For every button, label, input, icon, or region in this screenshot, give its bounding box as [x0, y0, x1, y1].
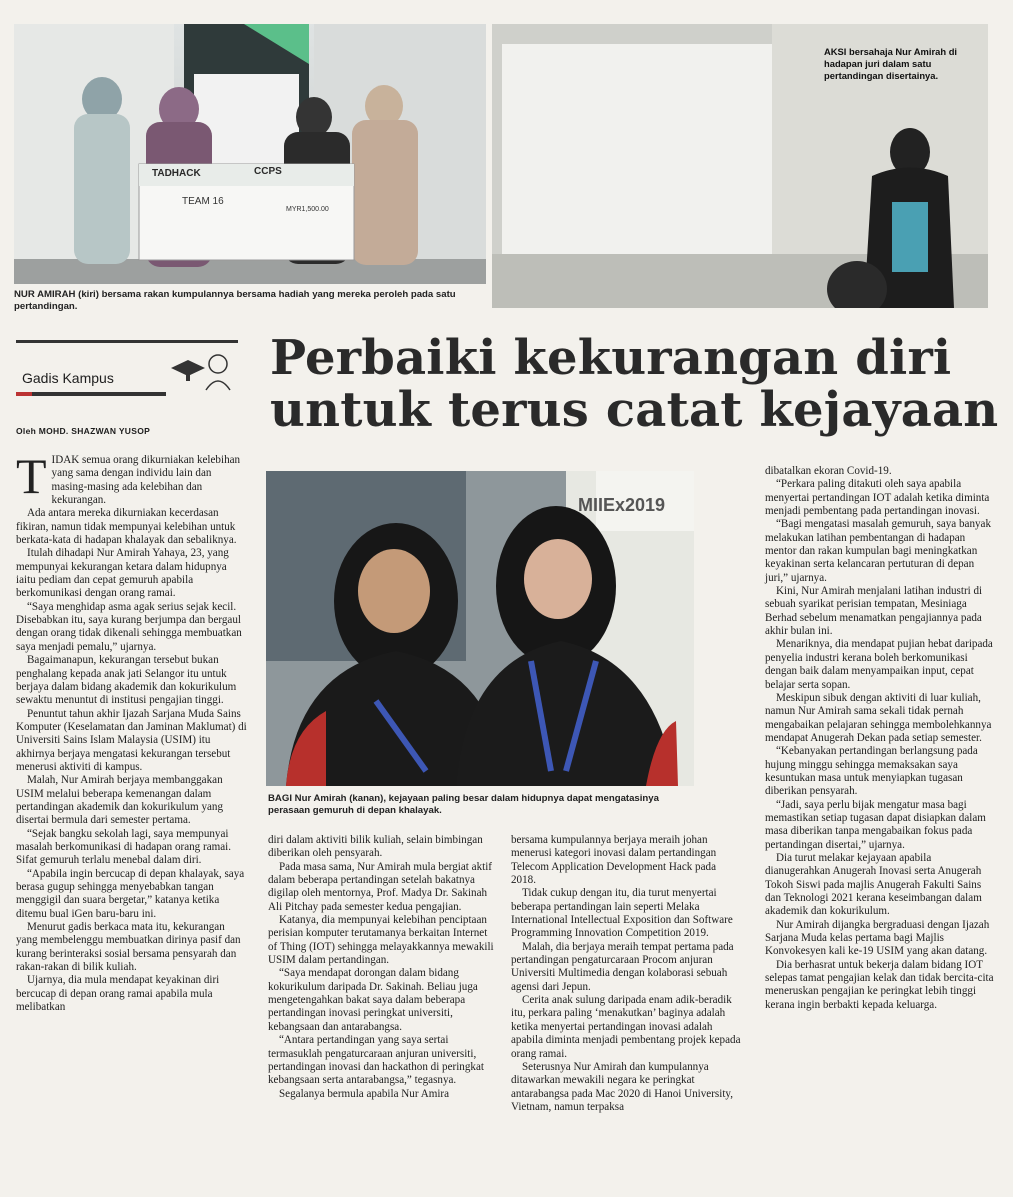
section-rubric — [16, 340, 238, 396]
paragraph: Bagaimanapun, kekurangan tersebut bukan penghalang kepada anak jati Selangor itu untuk berjaya dalam bidang akademik dan kokurikulum sewaktu menuntut di institusi pengajian tinggi. — [16, 654, 237, 707]
cheque-team: TEAM 16 — [182, 196, 224, 207]
article-column-2 — [268, 834, 494, 1101]
paragraph: Penuntut tahun akhir Ijazah Sarjana Muda Sains Komputer (Keselamatan dan Jaminan Maklumat) di Universiti Sains Islam Malaysia (USIM) itu akhirnya berjaya mengatasi kekurangan tersebut menerusi aktiviti di kampus. — [16, 707, 247, 773]
rubric-top-rule — [16, 340, 238, 343]
paragraph: Segalanya bermula apabila Nur Amira — [279, 1087, 450, 1100]
paragraph: Tidak cukup dengan itu, dia turut menyertai beberapa pertandingan lain seperti Melaka International Intellectual Exposition dan Software Programming Innovation Competition 2019. — [511, 887, 733, 940]
paragraph: “Jadi, saya perlu bijak mengatur masa bagi memastikan setiap tugasan dapat disiapkan dalam masa diberikan tanpa mengabaikan fokus pada pertandingan disertai,” ujarnya. — [765, 798, 986, 851]
paragraph: “Saya menghidap asma agak serius sejak kecil. Disebabkan itu, saya kurang berjumpa dan bergaul dengan orang tidak dikenali sehingga membuatkan saya menjadi pemalu,” ujarnya. — [16, 600, 242, 653]
photo-presentation — [492, 24, 988, 308]
paragraph: Cerita anak sulung daripada enam adik-beradik itu, perkara paling ‘menakutkan’ baginya adalah ketika menyertai pertandingan inovasi adalah apabila diminta menjadi pembentang projek kepada orang ramai. — [511, 994, 741, 1060]
paragraph: Menurut gadis berkaca mata itu, kekurangan yang membelenggu membuatkan dirinya pasif dan kurang berinteraksi sosial bersama pensyarah dan rakan-rakan di bilik kuliah. — [16, 921, 241, 974]
paragraph: “Perkara paling ditakuti oleh saya apabila menyertai pertandingan IOT adalah ketika diminta menjadi pembentang pada pertandingan inovasi. — [765, 478, 990, 518]
cheque-brand: TADHACK — [152, 168, 201, 179]
photo-two-women-caption: BAGI Nur Amirah (kanan), kejayaan paling besar dalam hidupnya dapat mengatasinya perasaan gemuruh di depan khalayak. — [268, 793, 659, 816]
paragraph: Dia turut melakar kejayaan apabila dianugerahkan Anugerah Inovasi serta Anugerah Tokoh Siswi pada majlis Anugerah Fakulti Sains dan Teknologi 2021 kerana keseimbangan dalam akademik dan kokurikulum. — [765, 851, 982, 918]
paragraph: Malah, dia berjaya meraih tempat pertama pada pertandingan pengaturcaraan Procom anjuran Universiti Multimedia dengan kolaborasi sebuah agensi dari Jepun. — [511, 940, 734, 993]
paragraph: Malah, Nur Amirah berjaya membanggakan USIM melalui beberapa kemenangan dalam pertandingan akademik dan kokurikulum yang disertai bermula dari semester pertama. — [16, 774, 224, 827]
photo-presentation-caption: AKSI bersahaja Nur Amirah di hadapan juri dalam satu pertandingan disertainya. — [824, 46, 958, 81]
byline: Oleh MOHD. SHAZWAN YUSOP — [16, 426, 151, 436]
dropcap: T — [16, 448, 47, 504]
paragraph: “Antara pertandingan yang saya sertai termasuklah pengaturcaraan anjuran universiti, pertandingan inovasi dan hackathon di peringkat kebangsaan serta antarabangsa,” tegasnya. — [268, 1034, 484, 1087]
photo-award-group-image — [14, 24, 486, 284]
headline — [270, 332, 998, 436]
photo-two-women-image — [266, 471, 694, 786]
cheque-sponsor: CCPS — [254, 166, 282, 177]
rubric-accent — [16, 392, 32, 396]
paragraph: “Bagi mengatasi masalah gemuruh, saya banyak melakukan latihan pembentangan di hadapan mentor dan rakan kumpulan bagi meningkatkan keyakinan serta kelancaran pertuturan di depan juri,” ujarnya. — [765, 518, 992, 584]
paragraph: Seterusnya Nur Amirah dan kumpulannya ditawarkan mewakili negara ke peringkat antarabangsa pada Mac 2020 di Hanoi University, Vietnam, namun terpaksa — [511, 1060, 734, 1113]
paragraph: Menariknya, dia mendapat pujian hebat daripada penyelia industri kerana boleh berkomunikasi dengan baik dalam menyampaikan input, cepat belajar serta sopan. — [765, 638, 993, 691]
paragraph: “Apabila ingin bercucap di depan khalayak, saya berasa gugup sehingga menyebabkan tangan menggigil dan suara bergetar,” katanya ketika ditemu bual iGen baru-baru ini. — [16, 867, 245, 920]
paragraph: “Sejak bangku sekolah lagi, saya mempunyai masalah berkomunikasi di hadapan orang ramai. Sifat gemuruh terlalu menebal dalam diri. — [16, 827, 232, 867]
paragraph: Pada masa sama, Nur Amirah mula bergiat aktif dalam beberapa pertandingan setelah bakatnya digilap oleh mentornya, Prof. Madya Dr. Sakinah Ali Pitchay pada semester kedua pengajian. — [268, 860, 492, 913]
photo-award-group — [14, 24, 486, 284]
paragraph: dibatalkan ekoran Covid-19. — [765, 465, 892, 477]
paragraph: Nur Amirah dijangka bergraduasi dengan Ijazah Sarjana Muda kelas pertama bagi Majlis Konvokesyen kali ke-19 USIM yang akan datang. — [765, 918, 990, 958]
paragraph: Kini, Nur Amirah menjalani latihan industri di sebuah syarikat perisian tempatan, Mesiniaga Berhad sebelum menamatkan pengajiannya pada akhir bulan ini. — [765, 585, 983, 638]
paragraph: Ada antara mereka dikurniakan kecerdasan fikiran, namun tidak mempunyai kelebihan untuk berkata-kata di hadapan khalayak dan sebaliknya. — [16, 507, 237, 547]
photo-award-group-caption: NUR AMIRAH (kiri) bersama rakan kumpulannya bersama hadiah yang mereka peroleh pada satu pertandingan. — [14, 289, 456, 312]
paragraph: diri dalam aktiviti bilik kuliah, selain bimbingan diberikan oleh pensyarah. — [268, 834, 483, 860]
cheque-amount: MYR1,500.00 — [286, 206, 329, 213]
paragraph-text: IDAK semua orang dikurniakan kelebihan yang sama dengan individu lain dan masing-masing ada kelebihan dan kekurangan. — [51, 454, 241, 507]
paragraph: Katanya, dia mempunyai kelebihan penciptaan perisian komputer terutamanya berkaitan Internet of Thing (IOT) sehingga melayakkannya mewakili USIM dalam pertandingan. — [268, 914, 494, 967]
paragraph: Ujarnya, dia mula mendapat keyakinan diri bercucap di depan orang ramai apabila mula melibatkan — [16, 974, 220, 1014]
rubric-underline — [16, 392, 166, 396]
headline-line-1: Perbaiki kekurangan diri — [270, 330, 952, 386]
photo-two-women — [266, 471, 694, 786]
paragraph — [16, 448, 248, 507]
paragraph: bersama kumpulannya berjaya meraih johan menerusi kategori inovasi dalam pertandingan Telecom Application Development Hack pada 2018. — [511, 834, 717, 887]
paragraph: Itulah dihadapi Nur Amirah Yahaya, 23, yang mempunyai kekurangan ketara dalam hidupnya iaitu pediam dan cepat gemuruh apabila berkomunikasi dengan orang ramai. — [16, 547, 229, 600]
article-column-3 — [511, 834, 743, 1114]
paragraph: Meskipun sibuk dengan aktiviti di luar kuliah, namun Nur Amirah sama sekali tidak pernah mengabaikan pelajaran sehingga membolehkannya mendapat Anugerah Dekan pada setiap semester. — [765, 691, 992, 744]
photo-banner-text: MIIEx2019 — [578, 495, 666, 515]
headline-line-2: untuk terus catat kejayaan — [270, 382, 999, 438]
paragraph: “Kebanyakan pertandingan berlangsung pada hujung minggu sehingga memaksakan saya kesuntukan masa untuk menyiapkan tugasan diberikan pensyarah. — [765, 745, 978, 798]
rubric-label: Gadis Kampus — [22, 370, 114, 386]
graduate-girl-icon — [166, 346, 236, 392]
article-column-1 — [16, 448, 248, 1014]
paragraph: “Saya mendapat dorongan dalam bidang kokurikulum daripada Dr. Sakinah. Beliau juga mengetengahkan bakat saya dalam beberapa pertandingan inovasi peringkat universiti, kebangsaan dan antarabangsa. — [268, 967, 478, 1033]
article-column-4 — [765, 465, 997, 1012]
paragraph: Dia berhasrat untuk bekerja dalam bidang IOT selepas tamat pengajian kelak dan tidak bercita-cita meneruskan pengajian ke peringkat lebih tinggi kerana ingin berbakti kepada keluarga. — [765, 958, 994, 1011]
